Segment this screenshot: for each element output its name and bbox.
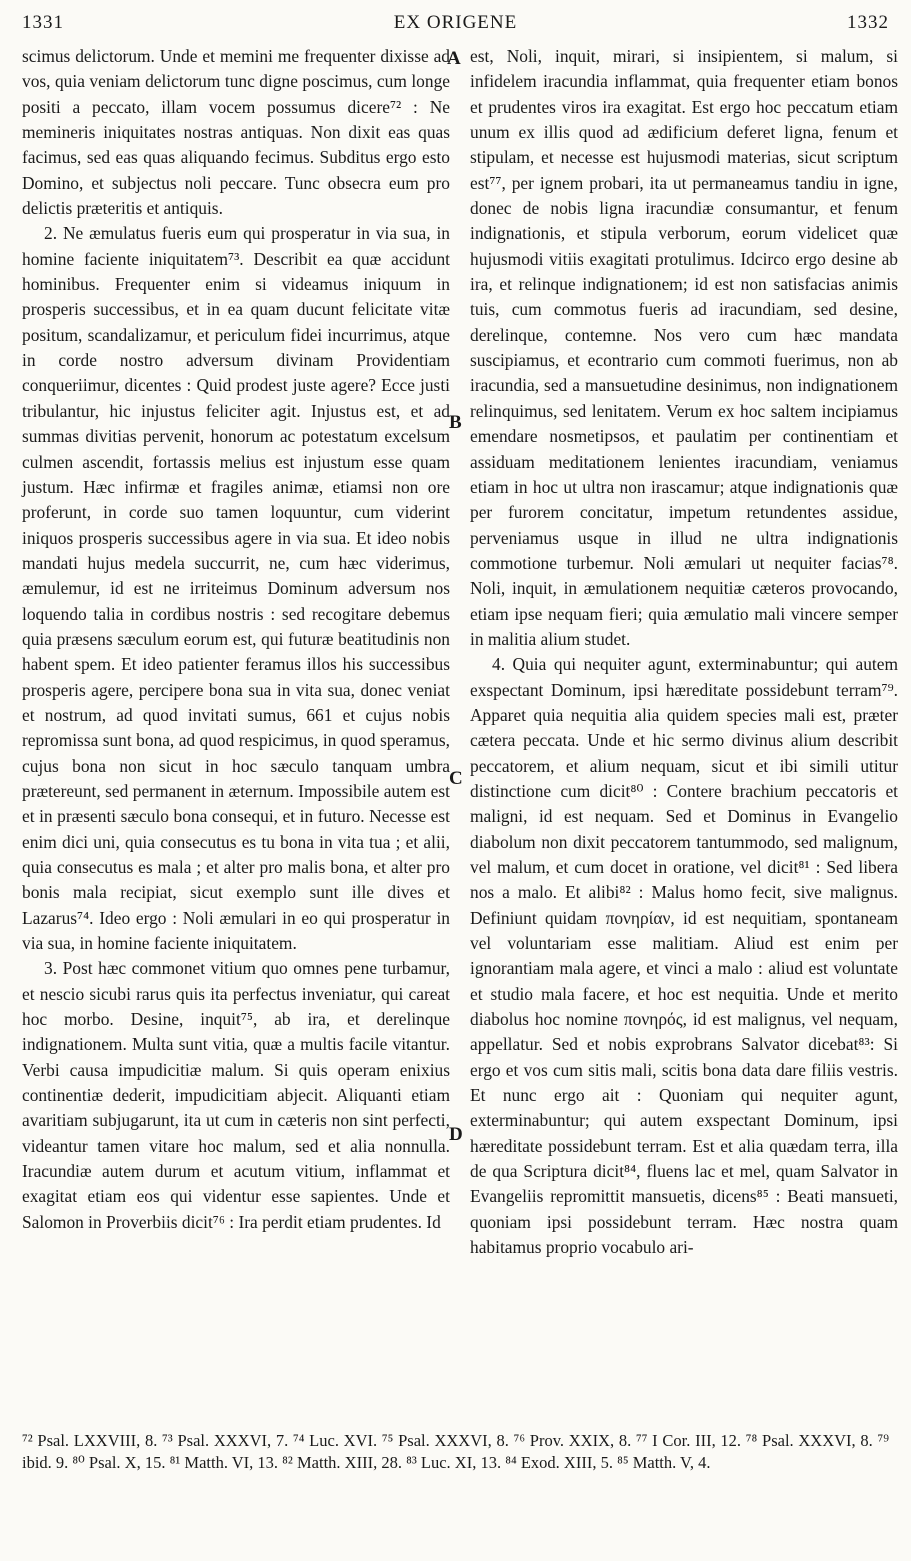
left-column xyxy=(22,44,450,1235)
margin-letter-b: B xyxy=(449,412,462,433)
page-number-left: 1331 xyxy=(22,12,64,33)
paragraph: 4. Quia qui nequiter agunt, exterminabuntur; qui autem exspectant Dominum, ipsi hæreditate possidebunt terram⁷⁹. Apparet quia nequitia alia quidem species mali est, præter cætera peccata. Unde et hic sermo divinus alium describit peccatorem, et alium nequam, sicut et ibi simili utitur distinctione cum dicit⁸⁰ : Contere brachium peccatoris et maligni, id est nequam. Sed et Dominus in Evangelio diabolum non dixit peccatorem tantummodo, sed malignum, vel malum, et cum docet in oratione, vel dicit⁸¹ : Sed libera nos a malo. Et alibi⁸² : Malus homo fecit, sive malignus. Definiunt quidam πονηρίαν, id est nequitiam, spontaneam vel voluntariam esse malitiam. Aliud est enim per ignorantiam mala agere, et vinci a malo : aliud est voluntate et studio mala facere, et hoc est nequitia. Unde et merito diabolus hoc nomine πονηρός, id est malignus, vel nequam, appellatur. Sed et nobis exprobrans Salvator dicebat⁸³: Si ergo et vos cum sitis mali, scitis bona data dare filiis vestris. Et nunc ergo ait : Quoniam qui nequiter agunt, exterminabuntur; qui autem exspectant Dominum, ipsi hæreditate possidebunt terram. Est et alia quædam terra, illa de qua Scriptura dicit⁸⁴, fluens lac et mel, quam Salvator in Evangeliis repromittit mansuetis, dicens⁸⁵ : Beati mansueti, quoniam ipsi possidebunt terram. Hæc nostra quam habitamus proprio vocabulo ari- xyxy=(470,654,898,1258)
right-column xyxy=(470,44,898,1261)
running-header xyxy=(22,12,889,38)
margin-letter-a: A xyxy=(447,48,461,69)
footnotes: ⁷² Psal. LXXVIII, 8. ⁷³ Psal. XXXVI, 7. ⁷⁴ Luc. XVI. ⁷⁵ Psal. XXXVI, 8. ⁷⁶ Prov. XXIX, 8. ⁷⁷ I Cor. III, 12. ⁷⁸ Psal. XXXVI, 8. ⁷⁹ ibid. 9. ⁸⁰ Psal. X, 15. ⁸¹ Matth. VI, 13. ⁸² Matth. XIII, 28. ⁸³ Luc. XI, 13. ⁸⁴ Exod. XIII, 5. ⁸⁵ Matth. V, 4. xyxy=(22,1431,889,1472)
page-number-right: 1332 xyxy=(847,12,889,33)
margin-letter-c: C xyxy=(449,768,463,789)
running-title: EX ORIGENE xyxy=(393,12,518,33)
paragraph: scimus delictorum. Unde et memini me frequenter dixisse ad vos, quia veniam delictorum tunc digne poscimus, cum longe positi a peccato, illam vocem possumus dicere⁷² : Ne memineris iniquitates nostras antiquas. Non dixit eas quas facimus, sed eas quas aliquando fecimus. Subditus ergo esto Domino, et subjectus noli peccare. Tunc obsecra eum pro delictis præteritis et antiquis. xyxy=(22,46,450,219)
margin-letter-d: D xyxy=(449,1124,463,1145)
paragraph: 2. Ne æmulatus fueris eum qui prosperatur in via sua, in homine faciente iniquitatem⁷³. Describit ea quæ accidunt hominibus. Frequenter enim si videamus iniquum in prosperis successibus, et in ea quam ducunt felicitate vitæ positum, scandalizamur, et periculum fidei incurrimus, atque in corde nostro adversum divinam Providentiam conqueriimur, dicentes : Quid prodest juste agere? Ecce justi tribulantur, hic injustus feliciter agit. Injustus est, et ad summas divitias pervenit, honorum ac potestatum excelsum culmen ascendit, fortassis melius est injustum esse quam justum. Hæc infirmæ et fragiles animæ, etiamsi non ore proferunt, in corde suo tamen loquuntur, cum viderint iniquos prosperis successibus agere in via sua. Et ideo nobis mandati hujus medela succurrit, ne, cum hæc viderimus, æmulemur, id est ne irriteimus Dominum adversum nos loquendo talia in cordibus nostris : sed recogitare debemus quia præsens sæculum eorum est, qui futuræ beatitudinis non habent spem. Et ideo patienter feramus illos his successibus prosperis agere, percipere bona sua in vita sua, donec veniat et nostrum, ad quod invitati sumus, 661 et cujus nobis repromissa sunt bona, ad quod respicimus, in quod speramus, cujus bona non sicut in hoc sæculo tanquam umbra prætereunt, sed permanent in æternum. Impossibile autem est et in præsenti sæculo bona consequi, et in futuro. Necesse est enim dici uni, quia consecutus es tu bona in vita tua ; et alii, quia consecutus es mala ; et alter pro malis bona, et alter pro bonis mala recipiat, sicut exemplo sunt ille dives et Lazarus⁷⁴. Ideo ergo : Noli æmulari in eo qui prosperatur in via sua, in homine faciente iniquitatem. xyxy=(22,223,450,954)
paragraph: est, Noli, inquit, mirari, si insipientem, si malum, si infidelem iracundia inflammat, quia frequenter etiam bonos et prudentes viros ira exagitat. Est ergo hoc peccatum etiam unum ex illis quod ad ædificium deferet ligna, fenum et stipulam, et necesse est hujusmodi materias, sicut scriptum est⁷⁷, per ignem probari, ita ut permaneamus tandiu in igne, donec de nobis ligna iracundiæ consumantur, et fenum indignationis, et stipula verborum, eorum videlicet quæ hujusmodi vitiis exagitati protulimus. Idcirco ergo desine ab ira, et relinque indignationem; id est non satisfacias animis tuis, cum commotus fueris ad iracundiam, sed desine, derelinque, contemne. Nos vero cum hæc mandata suscipiamus, et econtrario cum commoti fuerimus, non ab iracundia, sed a mansuetudine desinimus, non indignationem relinquimus, sed lenitatem. Verum ex hoc saltem incipiamus emendare nosmetipsos, et paulatim per continentiam et assiduam meditationem lenientes iracundiam, veniamus etiam in hoc ut ultra non irascamur; atque indignationis quæ per furorem concitatur, impetum retundentes assidue, perveniamus usque in illud ne ultra indignationis commotione turbemur. Noli æmulari ut nequiter facias⁷⁸. Noli, inquit, in æmulationem nequitiæ cæteros provocando, etiam ipse nequam fieri; quia æmulatio mali vincere semper in malitia alium studet. xyxy=(470,46,898,649)
paragraph: 3. Post hæc commonet vitium quo omnes pene turbamur, et nescio sicubi rarus quis ita perfectus inveniatur, qui careat hoc morbo. Desine, inquit⁷⁵, ab ira, et derelinque indignationem. Multa sunt vitia, quæ a multis facile vitantur. Verbi causa impudicitiæ malum. Si quis operam enixius continentiæ dederit, impudicitiam abjecit. Aliquanti etiam avaritiam subjugarunt, ita ut cum in cæteris non sint perfecti, videantur tamen vitare hoc malum, sed et alia nonnulla. Iracundiæ autem durum et acutum vitium, inflammat et exagitat etiam eos qui videntur esse sapientes. Unde et Salomon in Proverbiis dicit⁷⁶ : Ira perdit etiam prudentes. Id xyxy=(22,958,450,1232)
